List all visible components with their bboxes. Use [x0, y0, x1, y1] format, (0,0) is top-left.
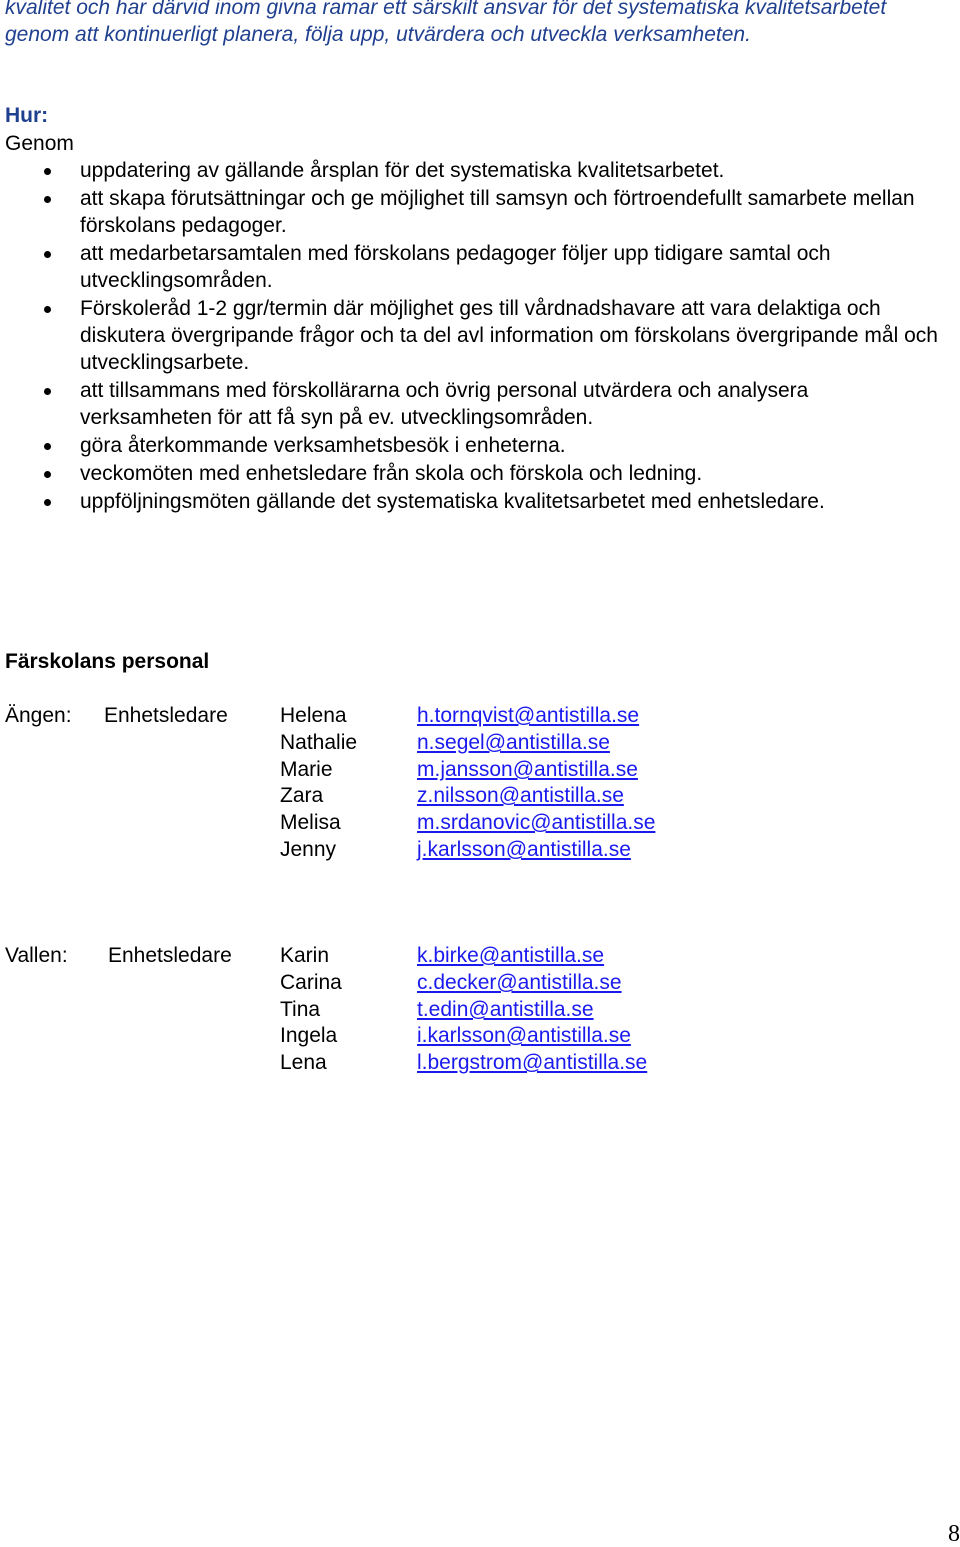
- list-item: [0, 432, 960, 459]
- list-item-text: veckomöten med enhetsledare från skola och förskola och ledning.: [80, 462, 703, 485]
- unit-name: Ängen:: [5, 704, 72, 727]
- staff-row: [0, 756, 960, 783]
- activity-list: [0, 157, 960, 516]
- unit-name: Vallen:: [5, 944, 68, 967]
- list-item: [0, 377, 960, 431]
- staff-name: Jenny: [280, 838, 337, 861]
- bullet-icon: [44, 168, 51, 175]
- list-item-text: att tillsammans med förskollärarna och övrig personal utvärdera och analysera verksamheten för att få syn på ev. utvecklingsområden.: [80, 379, 809, 429]
- hur-heading: Hur:: [5, 104, 49, 127]
- list-item-text: uppföljningsmöten gällande det systematiska kvalitetsarbetet med enhetsledare.: [80, 490, 825, 513]
- staff-row: [0, 969, 960, 996]
- staff-row: [0, 702, 960, 729]
- staff-row: [0, 836, 960, 863]
- staff-email-link[interactable]: h.tornqvist@antistilla.se: [417, 704, 640, 727]
- bullet-icon: [44, 196, 51, 203]
- staff-email-link[interactable]: i.karlsson@antistilla.se: [417, 1024, 631, 1047]
- genom-label: Genom: [5, 132, 74, 155]
- list-item: [0, 295, 960, 376]
- staff-email-link[interactable]: z.nilsson@antistilla.se: [417, 784, 624, 807]
- staff-row: [0, 1022, 960, 1049]
- staff-email-link[interactable]: m.jansson@antistilla.se: [417, 758, 638, 781]
- bullet-icon: [44, 443, 51, 450]
- staff-email-link[interactable]: n.segel@antistilla.se: [417, 731, 610, 754]
- staff-email-link[interactable]: c.decker@antistilla.se: [417, 971, 622, 994]
- list-item-text: att medarbetarsamtalen med förskolans pedagoger följer upp tidigare samtal och utvecklingsområden.: [80, 242, 831, 292]
- staff-row: [0, 1049, 960, 1076]
- staff-row: [0, 729, 960, 756]
- staff-name: Tina: [280, 998, 321, 1021]
- staff-name: Zara: [280, 784, 324, 807]
- staff-name: Karin: [280, 944, 330, 967]
- bullet-icon: [44, 499, 51, 506]
- staff-row: [0, 782, 960, 809]
- bullet-icon: [44, 251, 51, 258]
- staff-row: [0, 942, 960, 969]
- staff-email-link[interactable]: k.birke@antistilla.se: [417, 944, 605, 967]
- list-item-text: Förskoleråd 1-2 ggr/termin där möjlighet ges till vårdnadshavare att vara delaktiga och diskutera övergripande frågor och ta del avl information om förskolans övergripande mål och utvecklingsarbete.: [80, 297, 938, 374]
- staff-email-link[interactable]: m.srdanovic@antistilla.se: [417, 811, 656, 834]
- list-item: [0, 488, 960, 515]
- staff-name: Lena: [280, 1051, 327, 1074]
- staff-row: [0, 996, 960, 1023]
- staff-email-link[interactable]: t.edin@antistilla.se: [417, 998, 594, 1021]
- list-item: [0, 460, 960, 487]
- list-item: [0, 157, 960, 184]
- list-item-text: göra återkommande verksamhetsbesök i enheterna.: [80, 434, 566, 457]
- staff-section-title: Färskolans personal: [5, 650, 210, 673]
- unit-role: Enhetsledare: [104, 704, 228, 727]
- staff-name: Melisa: [280, 811, 341, 834]
- staff-name: Helena: [280, 704, 347, 727]
- unit-role: Enhetsledare: [108, 944, 232, 967]
- staff-name: Nathalie: [280, 731, 358, 754]
- list-item-text: att skapa förutsättningar och ge möjlighet till samsyn och förtroendefullt samarbete mellan förskolans pedagoger.: [80, 187, 915, 237]
- bullet-icon: [44, 471, 51, 478]
- list-item: [0, 240, 960, 294]
- staff-email-link[interactable]: j.karlsson@antistilla.se: [417, 838, 631, 861]
- staff-email-link[interactable]: l.bergstrom@antistilla.se: [417, 1051, 648, 1074]
- bullet-icon: [44, 306, 51, 313]
- page-number: 8: [948, 1521, 960, 1547]
- list-item: [0, 185, 960, 239]
- bullet-icon: [44, 388, 51, 395]
- staff-row: [0, 809, 960, 836]
- list-item-text: uppdatering av gällande årsplan för det systematiska kvalitetsarbetet.: [80, 159, 725, 182]
- staff-name: Carina: [280, 971, 342, 994]
- staff-name: Ingela: [280, 1024, 338, 1047]
- intro-paragraph: kvalitet och har därvid inom givna ramar ett särskilt ansvar för det systematiska kvalitetsarbetet genom att kontinuerligt planera, följa upp, utvärdera och utveckla verksamheten.: [5, 0, 887, 46]
- staff-name: Marie: [280, 758, 333, 781]
